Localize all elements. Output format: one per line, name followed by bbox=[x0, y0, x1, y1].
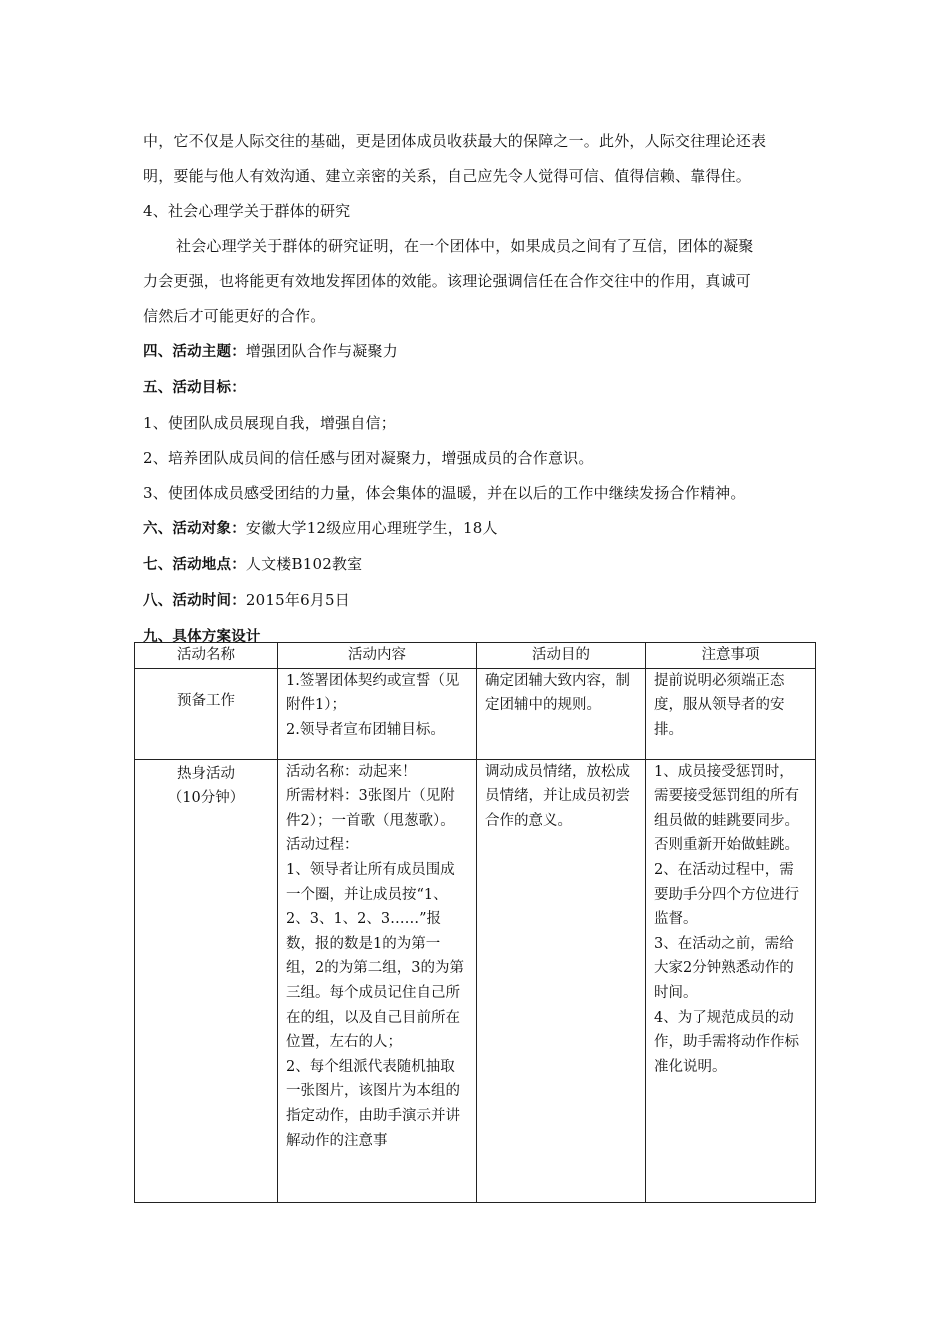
cell-line: 3、在活动之前，需给大家2分钟熟悉动作的时间。 bbox=[654, 935, 794, 1001]
cell-line: 1.签署团体契约或宣誓（见附件1）； bbox=[286, 672, 460, 714]
goals-label: 五、活动目标： bbox=[143, 380, 246, 396]
paragraph-line: 力会更强，也将能更有效地发挥团体的效能。该理论强调信任在合作交往中的作用，真诚可 bbox=[143, 272, 752, 290]
cell-line: （10分钟） bbox=[167, 790, 245, 807]
cell-line: 1、成员接受惩罚时，需要接受惩罚组的所有组员做的蛙跳要同步。否则重新开始做蛙跳。 bbox=[654, 763, 799, 854]
cell-line: 所需材料：3张图片（见附件2）；一首歌（甩葱歌）。 bbox=[286, 788, 455, 829]
paragraph-line: 明，要能与他人有效沟通、建立亲密的关系，自己应先令人觉得可信、值得信赖、靠得住。 bbox=[143, 167, 752, 185]
cell-activity-name bbox=[135, 759, 278, 1202]
cell-line: 2、在活动过程中，需要助手分四个方位进行监督。 bbox=[654, 861, 799, 928]
cell-purpose bbox=[477, 759, 646, 1202]
section-subheading: 4、社会心理学关于群体的研究 bbox=[143, 202, 351, 220]
plan-table bbox=[134, 642, 816, 1203]
paragraph-line: 中，它不仅是人际交往的基础，更是团体成员收获最大的保障之一。此外，人际交往理论还表 bbox=[143, 132, 767, 150]
column-header: 注意事项 bbox=[646, 643, 816, 669]
table-header-row bbox=[135, 643, 816, 669]
location-line bbox=[143, 547, 815, 583]
time-value: 2015年6月5日 bbox=[245, 591, 350, 609]
cell-line: 提前说明必须端正态度，服从领导者的安排。 bbox=[654, 672, 785, 738]
table-row bbox=[135, 759, 816, 1202]
cell-content bbox=[278, 668, 477, 759]
paragraph-line: 信然后才可能更好的合作。 bbox=[143, 307, 326, 325]
column-header: 活动名称 bbox=[135, 643, 278, 669]
goal-item: 2、培养团队成员间的信任感与团对凝聚力，增强成员的合作意识。 bbox=[143, 449, 594, 467]
cell-content bbox=[278, 759, 477, 1202]
goals-heading bbox=[143, 370, 815, 406]
target-value: 安徽大学12级应用心理班学生，18人 bbox=[245, 519, 498, 537]
location-label: 七、活动地点： bbox=[143, 557, 246, 573]
cell-line: 活动过程： bbox=[286, 837, 359, 854]
cell-purpose bbox=[477, 668, 646, 759]
cell-line: 调动成员情绪，放松成员情绪，并让成员初尝合作的意义。 bbox=[485, 763, 630, 829]
body-text bbox=[143, 124, 815, 655]
time-label: 八、活动时间： bbox=[143, 593, 246, 609]
cell-line: 热身活动 bbox=[177, 765, 235, 782]
cell-notes bbox=[646, 668, 816, 759]
column-header: 活动内容 bbox=[278, 643, 477, 669]
target-label: 六、活动对象： bbox=[143, 521, 246, 537]
cell-notes bbox=[646, 759, 816, 1202]
goal-item: 3、使团体成员感受团结的力量，体会集体的温暖，并在以后的工作中继续发扬合作精神。 bbox=[143, 484, 746, 502]
cell-line: 预备工作 bbox=[177, 692, 235, 709]
cell-line: 确定团辅大致内容，制定团辅中的规则。 bbox=[485, 672, 630, 714]
column-header: 活动目的 bbox=[477, 643, 646, 669]
target-line bbox=[143, 511, 815, 547]
plan-label: 九、具体方案设计 bbox=[143, 629, 261, 645]
cell-line: 2、每个组派代表随机抽取一张图片，该图片为本组的指定动作，由助手演示并讲解动作的注意事 bbox=[286, 1058, 460, 1149]
cell-line: 活动名称：动起来！ bbox=[286, 763, 417, 780]
theme-label: 四、活动主题： bbox=[143, 344, 246, 360]
cell-line: 2.领导者宣布团辅目标。 bbox=[286, 721, 445, 738]
cell-line: 4、为了规范成员的动作，助手需将动作作标准化说明。 bbox=[654, 1009, 799, 1075]
theme-value: 增强团队合作与凝聚力 bbox=[245, 342, 398, 360]
location-value: 人文楼B102教室 bbox=[245, 555, 363, 573]
goal-item: 1、使团队成员展现自我，增强自信； bbox=[143, 414, 396, 432]
time-line bbox=[143, 583, 815, 619]
theme-line bbox=[143, 334, 815, 370]
cell-activity-name bbox=[135, 668, 278, 759]
cell-line: 1、领导者让所有成员围成一个圈，并让成员按“1、2、3、1、2、3……”报数，报的数是1的为第一组，2的为第二组，3的为第三组。每个成员记住自己所在的组，以及自己目前所在位置，左右的人； bbox=[286, 861, 464, 1051]
paragraph-line: 社会心理学关于群体的研究证明，在一个团体中，如果成员之间有了互信，团体的凝聚 bbox=[176, 237, 754, 255]
table-row bbox=[135, 668, 816, 759]
